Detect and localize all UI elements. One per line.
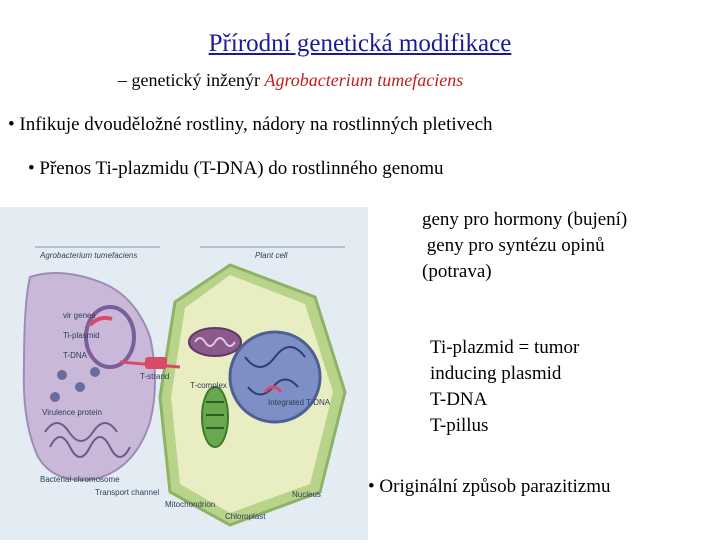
label-transport-channel: Transport channel [95, 488, 160, 497]
genes-line: (potrava) [422, 261, 492, 282]
label-virulence-protein: Virulence protein [42, 408, 102, 417]
label-nucleus: Nucleus [292, 490, 321, 499]
ti-line: T-DNA [430, 389, 488, 410]
virulence-protein-dot [90, 367, 100, 377]
label-vir-genes: vir genes [63, 311, 96, 320]
bullet-conclusion: • Originální způsob parazitizmu [368, 476, 611, 497]
ti-line: inducing plasmid [430, 363, 562, 384]
label-t-complex: T-complex [190, 381, 227, 390]
bullet-infection: • Infikuje dvouděložné rostliny, nádory na rostlinných pletivech [8, 114, 493, 135]
label-mitochondrion: Mitochondrion [165, 500, 216, 509]
bullet-transfer: • Přenos Ti-plazmidu (T-DNA) do rostlinného genomu [28, 158, 444, 179]
virulence-protein-dot [57, 370, 67, 380]
label-chloroplast: Chloroplast [225, 512, 266, 521]
genes-note [422, 207, 627, 285]
chloroplast-shape [202, 387, 228, 447]
label-t-dna: T-DNA [63, 351, 87, 360]
label-t-strand: T-strand [140, 372, 170, 381]
subtitle-organism: Agrobacterium tumefaciens [264, 70, 464, 90]
label-ti-plasmid: Ti-plasmid [63, 331, 100, 340]
label-bacterial-chromosome: Bacterial chromosome [40, 475, 120, 484]
ti-line: T-pillus [430, 415, 489, 436]
slide-subtitle [118, 70, 463, 91]
slide-title: Přírodní genetická modifikace [208, 30, 512, 57]
agrobacterium-figure [0, 207, 368, 540]
ti-line: Ti-plazmid = tumor [430, 337, 580, 358]
virulence-protein-dot [75, 382, 85, 392]
header-left-label: Agrobacterium tumefaciens [40, 251, 138, 260]
label-integrated-t-dna: Integrated T-DNA [268, 398, 331, 407]
header-right-label: Plant cell [255, 251, 288, 260]
agrobacterium-diagram [0, 207, 368, 540]
ti-plasmid-note [430, 335, 579, 439]
nucleus-shape [230, 332, 320, 422]
subtitle-prefix: – genetický inženýr [118, 70, 265, 90]
virulence-protein-dot [50, 392, 60, 402]
genes-line: geny pro hormony (bujení) [422, 209, 628, 230]
genes-line: geny pro syntézu opinů [422, 235, 605, 256]
